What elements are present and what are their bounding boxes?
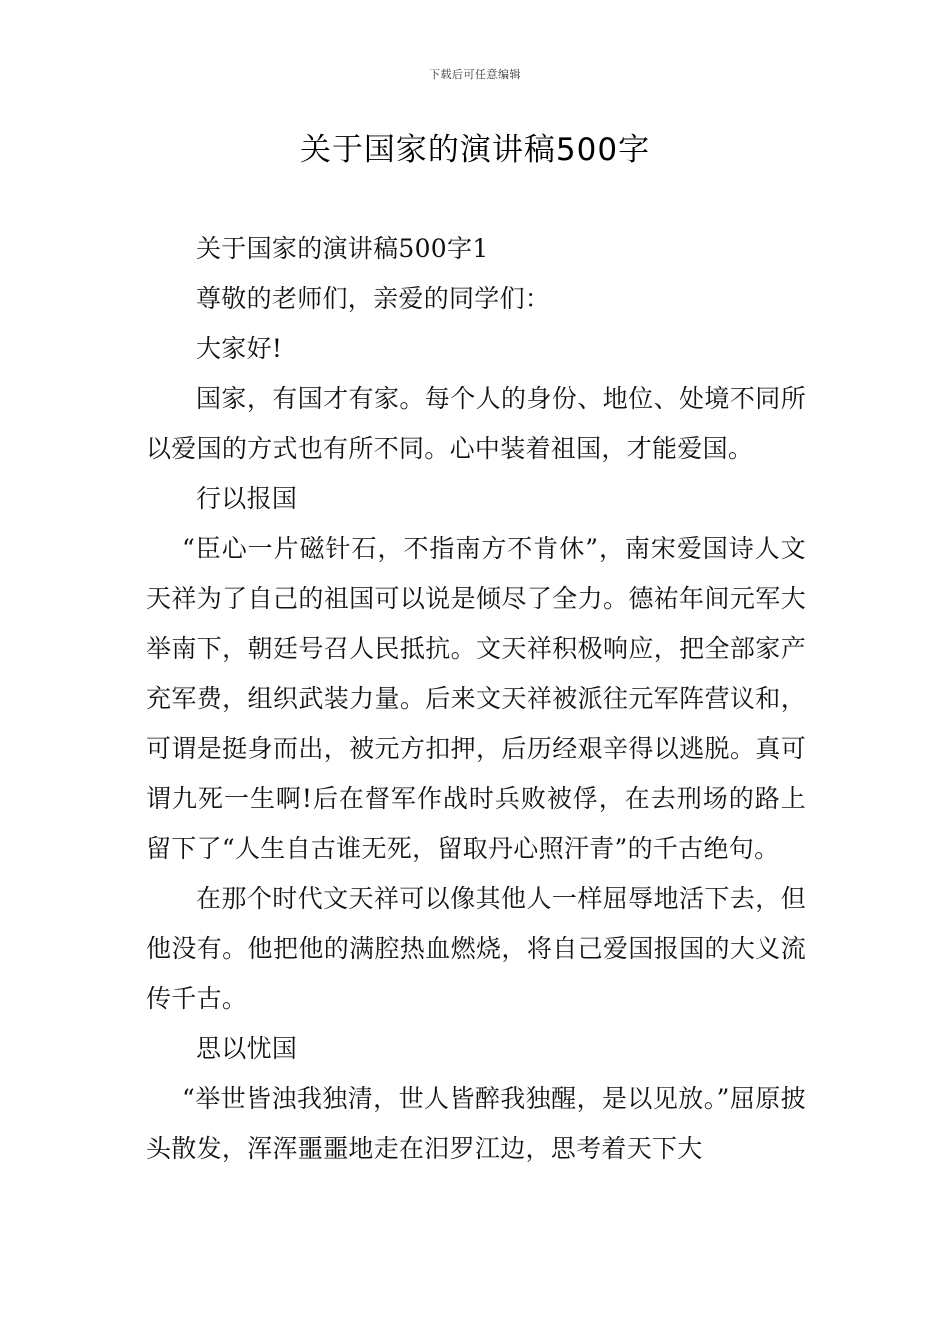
paragraph-intro: 国家，有国才有家。每个人的身份、地位、处境不同所以爱国的方式也有所不同。心中装着祖国，才能爱国。 — [146, 384, 806, 463]
section-heading-2: 思以忧国 — [196, 1034, 298, 1063]
paragraph-qu-yuan: “举世皆浊我独清，世人皆醉我独醒，是以见放。”屈原披头散发，浑浑噩噩地走在汨罗江边，思考着天下大 — [146, 1084, 806, 1163]
paragraph-wen-tianxiang: “臣心一片磁针石，不指南方不肯休”，南宋爱国诗人文天祥为了自己的祖国可以说是倾尽了全力。德祐年间元军大举南下，朝廷号召人民抵抗。文天祥积极响应，把全部家产充军费，组织武装力量。后来文天祥被派往元军阵营议和，可谓是挺身而出，被元方扣押，后历经艰辛得以逃脱。真可谓九死一生啊!后在督军作战时兵败被俘，在去刑场的路上留下了“人生自古谁无死，留取丹心照汗青”的千古绝句。 — [146, 534, 806, 863]
header-note: 下载后可任意编辑 — [429, 68, 521, 81]
document-body — [146, 224, 806, 1174]
paragraph-greeting: 大家好! — [196, 334, 283, 363]
document-title: 关于国家的演讲稿500字 — [299, 132, 651, 168]
paragraph-conclusion-1: 在那个时代文天祥可以像其他人一样屈辱地活下去，但他没有。他把他的满腔热血燃烧，将自己爱国报国的大义流传千古。 — [146, 884, 806, 1013]
paragraph-subtitle: 关于国家的演讲稿500字1 — [196, 234, 489, 263]
section-heading-1: 行以报国 — [196, 484, 298, 513]
paragraph-salutation: 尊敬的老师们，亲爱的同学们： — [196, 284, 551, 313]
